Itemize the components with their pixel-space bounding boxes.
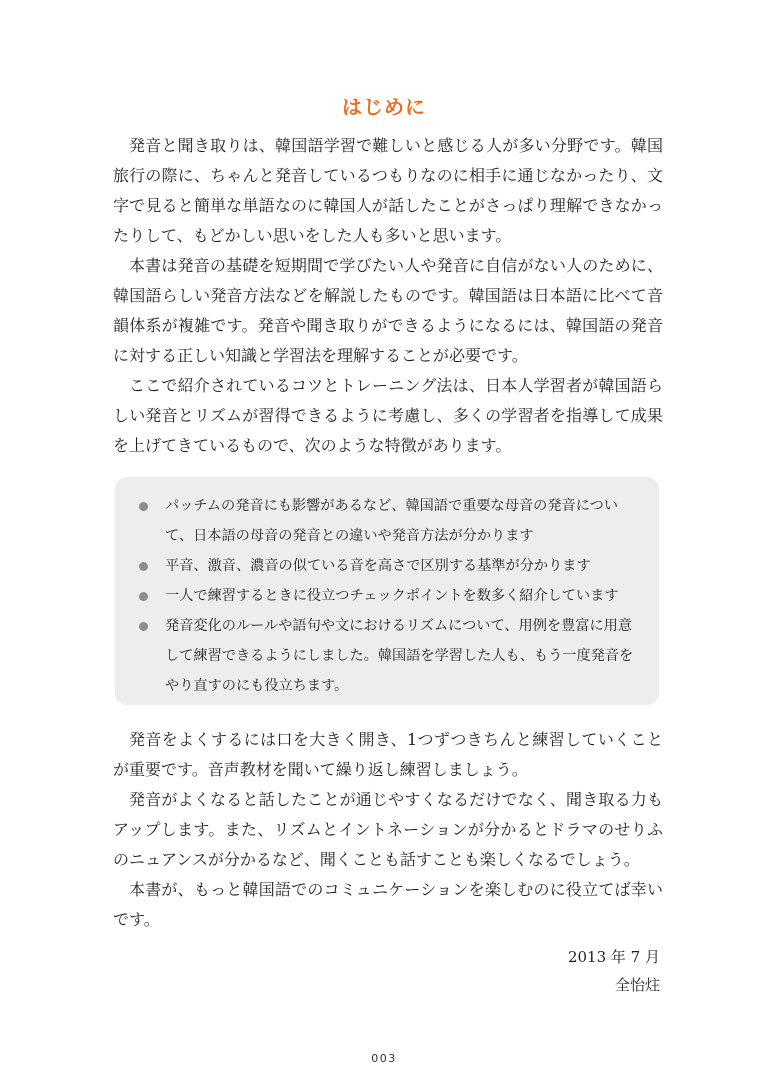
feature-text: 平音、激音、濃音の似ている音を高さで区別する基準が分かります <box>165 558 591 574</box>
page-title: はじめに <box>342 95 426 119</box>
features-list <box>139 491 641 701</box>
signature-date: 2013 年 7 月 <box>567 948 660 966</box>
closing-paragraph: 本書が、もっと韓国語でのコミュニケーションを楽しむのに役立てば幸いです。 <box>113 880 663 929</box>
page-number: 003 <box>371 1052 397 1065</box>
feature-item <box>139 551 641 581</box>
feature-item <box>139 581 641 611</box>
feature-item <box>139 611 641 701</box>
intro-paragraph: 発音と聞き取りは、韓国語学習で難しいと感じる人が多い分野です。韓国旅行の際に、ちゃんと発音しているつもりなのに相手に通じなかったり、文字で見ると簡単な単語なのに韓国人が話したことがさっぱり理解できなかったりして、もどかしい思いをした人も多いと思います。 <box>113 136 663 245</box>
intro-paragraph: ここで紹介されているコツとトレーニング法は、日本人学習者が韓国語らしい発音とリズムが習得できるように考慮し、多くの学習者を指導して成果を上げてきているもので、次のような特徴があります。 <box>113 376 663 455</box>
feature-text: 発音変化のルールや語句や文におけるリズムについて、用例を豊富に用意して練習できるようにしました。韓国語を学習した人も、もう一度発音をやり直すのにも役立ちます。 <box>165 618 634 694</box>
closing-paragraph: 発音がよくなると話したことが通じやすくなるだけでなく、聞き取る力もアップします。また、リズムとイントネーションが分かるとドラマのせりふのニュアンスが分かるなど、聞くことも話すことも楽しくなるでしょう。 <box>113 790 663 869</box>
signature <box>568 943 660 999</box>
bullet-icon <box>139 502 148 511</box>
bullet-icon <box>139 562 148 571</box>
features-box <box>115 477 659 705</box>
bullet-icon <box>139 592 148 601</box>
feature-item <box>139 491 641 551</box>
closing-paragraph: 発音をよくするには口を大きく開き、1つずつきちんと練習していくことが重要です。音声教材を聞いて繰り返し練習しましょう。 <box>113 730 663 779</box>
intro-section <box>113 131 663 461</box>
intro-paragraph: 本書は発音の基礎を短期間で学びたい人や発音に自信がない人のために、韓国語らしい発音方法などを解説したものです。韓国語は日本語に比べて音韻体系が複雑です。発音や聞き取りができるようになるには、韓国語の発音に対する正しい知識と学習法を理解することが必要です。 <box>113 256 663 365</box>
bullet-icon <box>139 622 148 631</box>
feature-text: 一人で練習するときに役立つチェックポイントを数多く紹介しています <box>165 588 619 604</box>
signature-author: 全怡炷 <box>614 976 660 994</box>
closing-section <box>113 725 663 935</box>
feature-text: パッチムの発音にも影響があるなど、韓国語で重要な母音の発音について、日本語の母音の発音との違いや発音方法が分かります <box>165 498 619 544</box>
